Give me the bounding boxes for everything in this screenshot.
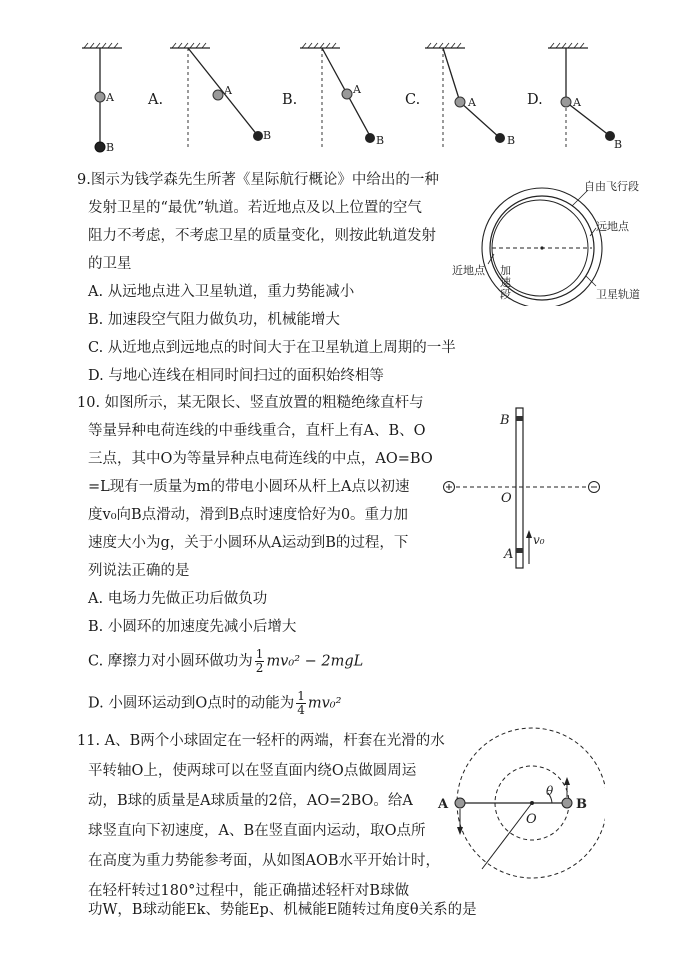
q10-fig-label-a: A — [504, 547, 514, 562]
q10-option-d-expression: mv₀² — [307, 695, 342, 712]
q10-option-b: B. 小圆环的加速度先减小后增大 — [88, 619, 297, 635]
q10-line-3: 三点，其中O为等量异种点电荷连线的中点，AO=BO — [88, 451, 433, 467]
q10-option-c-denominator: 2 — [255, 661, 264, 675]
option-a-label: A. — [148, 92, 164, 108]
pendulum-label-b2: B — [263, 129, 272, 142]
q10-line-6: 速度大小为g，关于小圆环从A运动到B的过程，下 — [88, 535, 409, 551]
q10-option-c-expression: mv₀² − 2mgL — [266, 653, 364, 670]
pendulum-label-b4: B — [507, 134, 516, 147]
q10-option-d-denominator: 4 — [297, 703, 305, 717]
q11-fig-label-theta: θ — [546, 784, 554, 798]
q10-option-c-numerator: 1 — [255, 647, 264, 661]
q10-option-d-numerator: 1 — [297, 689, 305, 703]
q10-fig-label-b: B — [500, 413, 510, 428]
pendulum-label-a1: A — [106, 91, 114, 104]
q9-option-a: A. 从远地点进入卫星轨道，重力势能减小 — [88, 284, 355, 300]
q10-line-4: =L现有一质量为m的带电小圆环从杆上A点以初速 — [88, 479, 410, 495]
q11-fig-label-a: A — [438, 797, 449, 812]
pendulum-label-b5: B — [614, 138, 623, 151]
q9-fig-perigee: 近地点 — [452, 264, 485, 277]
q9-line-4: 的卫星 — [88, 256, 132, 272]
q10-option-c-fraction — [255, 648, 265, 675]
q10-line-5: 度v₀向B点滑动，滑到B点时速度恰好为0。重力加 — [88, 507, 409, 523]
q11-line-2: 平转轴O上，使两球可以在竖直面内绕O点做圆周运 — [88, 763, 417, 779]
q9-fig-accel-3: 段 — [500, 288, 511, 301]
q9-option-d: D. 与地心连线在相同时间扫过的面积始终相等 — [88, 368, 384, 384]
q11-line-4: 球竖直向下初速度，A、B在竖直面内运动，取O点所 — [88, 823, 426, 839]
q11-rotation-figure — [430, 727, 605, 887]
q10-rod-figure — [436, 400, 606, 570]
q9-fig-orbit: 卫星轨道 — [596, 288, 640, 301]
q9-fig-apogee: 远地点 — [596, 220, 629, 233]
pendulum-label-b1: B — [106, 141, 115, 154]
q11-line-1: 11. A、B两个小球固定在一轻杆的两端，杆套在光滑的水 — [77, 733, 445, 749]
q10-option-c — [88, 648, 363, 675]
q11-line-7: 功W，B球动能Ek、势能Ep、机械能E随转过角度θ关系的是 — [88, 902, 477, 918]
pendulum-label-a4: A — [468, 96, 476, 109]
q9-fig-accel-2: 速 — [500, 276, 511, 289]
q9-option-c: C. 从近地点到远地点的时间大于在卫星轨道上周期的一半 — [88, 340, 456, 356]
pendulum-label-a3: A — [353, 83, 361, 96]
q11-line-3: 动，B球的质量是A球质量的2倍，AO=2BO。给A — [88, 793, 413, 809]
q10-option-d-text: D. 小圆环运动到O点时的动能为 — [88, 695, 295, 712]
pendulum-label-b3: B — [376, 134, 385, 147]
pendulum-label-a5: A — [573, 96, 581, 109]
q9-line-1: 9.图示为钱学森先生所著《星际航行概论》中给出的一种 — [77, 172, 439, 188]
q9-fig-free-flight: 自由飞行段 — [584, 180, 639, 193]
q10-option-d — [88, 690, 341, 717]
q10-line-2: 等量异种电荷连线的中垂线重合，直杆上有A、B、O — [88, 423, 426, 439]
q11-line-5: 在高度为重力势能参考面，从如图AOB水平开始计时， — [88, 853, 441, 869]
q9-option-b: B. 加速段空气阻力做负功，机械能增大 — [88, 312, 340, 328]
q11-line-6: 在轻杆转过180°过程中，能正确描述轻杆对B球做 — [88, 883, 410, 899]
q10-line-1: 10. 如图所示，某无限长、竖直放置的粗糙绝缘直杆与 — [77, 395, 424, 411]
q10-fig-label-o: O — [501, 491, 512, 506]
q10-option-a: A. 电场力先做正功后做负功 — [88, 591, 268, 607]
q9-orbit-figure — [450, 176, 680, 306]
q9-line-3: 阻力不考虑，不考虑卫星的质量变化，则按此轨道发射 — [88, 228, 436, 244]
q9-fig-accel-1: 加 — [500, 264, 511, 277]
option-c-label: C. — [405, 92, 421, 108]
q10-option-c-text: C. 摩擦力对小圆环做功为 — [88, 653, 253, 670]
q9-line-2: 发射卫星的“最优”轨道。若近地点及以上位置的空气 — [88, 200, 422, 216]
q10-option-d-fraction — [296, 690, 306, 717]
q11-fig-label-o: O — [526, 812, 537, 827]
q10-line-7: 列说法正确的是 — [88, 563, 190, 579]
option-b-label: B. — [282, 92, 298, 108]
pendulum-label-a2: A — [224, 84, 232, 97]
q10-fig-label-v0: v₀ — [533, 533, 545, 547]
option-d-label: D. — [527, 92, 543, 108]
q11-fig-label-b: B — [576, 797, 587, 812]
